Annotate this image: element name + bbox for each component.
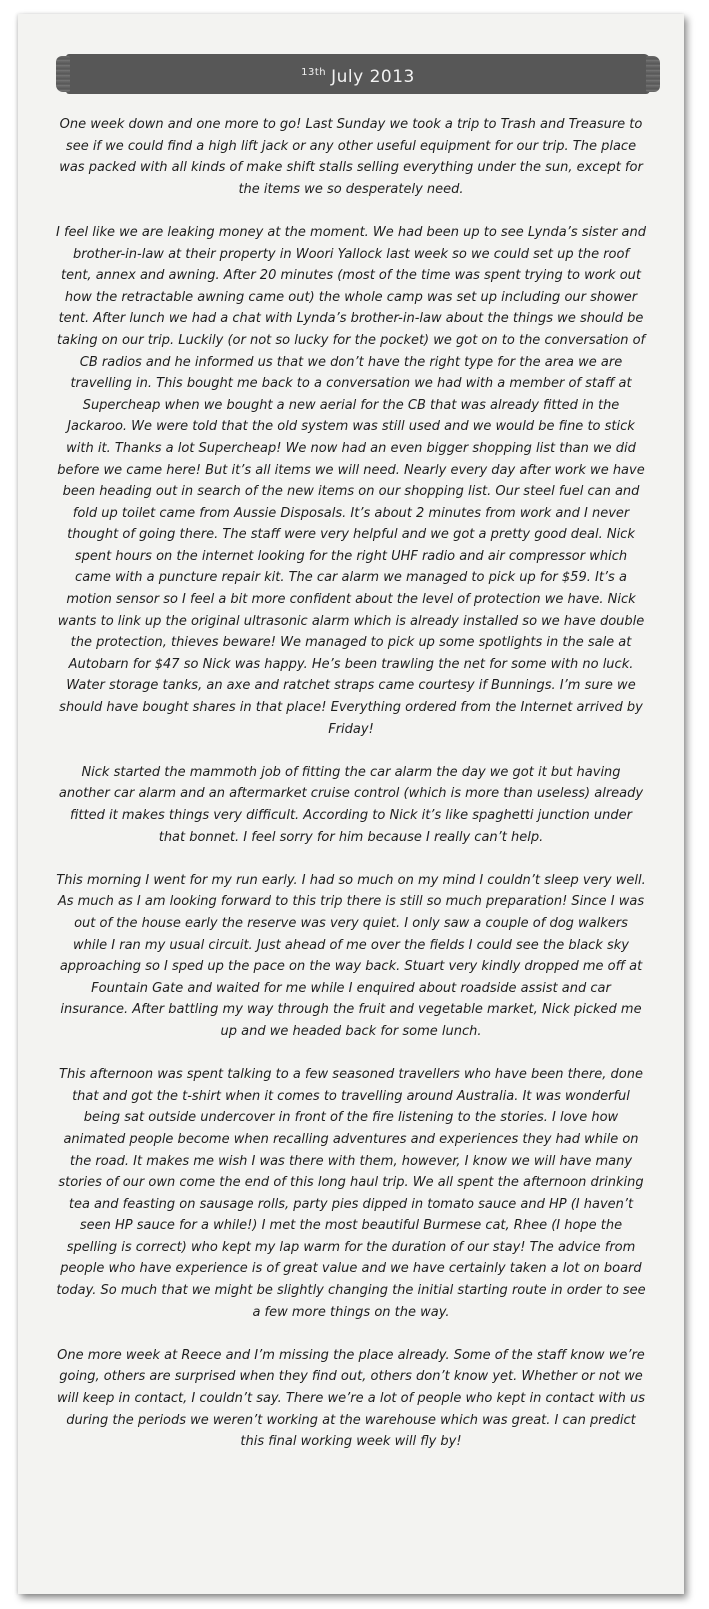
journal-body [56,114,646,1474]
journal-page [18,14,684,1594]
date-day: 13th [301,67,327,78]
paragraph-4: This morning I went for my run early. I had so much on my mind I couldn’t sleep very well. As much as I am looking forward to this trip there is still so much preparation! Since I was out of the house early the reserve was very quiet. I only saw a couple of dog walkers while I ran my usual circuit. Just ahead of me over the fields I could see the black sky approaching so I sped up the pace on the way back. Stuart very kindly dropped me off at Fountain Gate and waited for me while I enquired about roadside assist and car insurance. After battling my way through the fruit and vegetable market, Nick picked me up and we headed back for some lunch. [56,872,646,1039]
paragraph-2: I feel like we are leaking money at the moment. We had been up to see Lynda’s sister and brother-in-law at their property in Woori Yallock last week so we could set up the roof tent, annex and awning. After 20 minutes (most of the time was spent trying to work out how the retractable awning came out) the whole camp was set up including our shower tent. After lunch we had a chat with Lynda’s brother-in-law about the things we should be taking on our trip. Luckily (or not so lucky for the pocket) we got on to the conversation of CB radios and he informed us that we don’t have the right type for the area we are travelling in. This bought me back to a conversation we had with a member of staff at Supercheap when we bought a new aerial for the CB that was already fitted in the Jackaroo. We were told that the old system was still used and we would be fine to stick with it. Thanks a lot Supercheap! We now had an even bigger shopping list than we did before we came here! But it’s all items we will need. Nearly every day after work we have been heading out in search of the new items on our shopping list. Our steel fuel can and fold up toilet came from Aussie Disposals. It’s about 2 minutes from work and I never thought of going there. The staff were very helpful and we got a pretty good deal. Nick spent hours on the internet looking for the right UHF radio and air compressor which came with a puncture repair kit. The car alarm we managed to pick up for $59. It’s a motion sensor so I feel a bit more confident about the level of protection we have. Nick wants to link up the original ultrasonic alarm which is already installed so we have double the protection, thieves beware! We managed to pick up some spotlights in the sale at Autobarn for $47 so Nick was happy. He’s been trawling the net for some with no luck. Water storage tanks, an axe and ratchet straps came courtesy if Bunnings. I’m sure we should have bought shares in that place! Everything ordered from the Internet arrived by Friday! [56,224,646,737]
date-banner [66,54,650,94]
paragraph-1: One week down and one more to go! Last Sunday we took a trip to Trash and Treasure to see if we could find a high lift jack or any other useful equipment for our trip. The place was packed with all kinds of make shift stalls selling everything under the sun, except for the items we so desperately need. [59,117,643,197]
paragraph-5: This afternoon was spent talking to a few seasoned travellers who have been there, done that and got the t-shirt when it comes to travelling around Australia. It was wonderful being sat outside undercover in front of the fire listening to the stories. I love how animated people become when recalling adventures and experiences they had while on the road. It makes me wish I was there with them, however, I know we will have many stories of our own come the end of this long haul trip. We all spent the afternoon drinking tea and feasting on sausage rolls, party pies dipped in tomato sauce and HP (I haven’t seen HP sauce for a while!) I met the most beautiful Burmese cat, Rhee (I hope the spelling is correct) who kept my lap warm for the duration of our stay! The advice from people who have experience is of great value and we have certainly taken a lot on board today. So much that we might be slightly changing the initial starting route in order to see a few more things on the way. [56,1067,646,1320]
paragraph-6: One more week at Reece and I’m missing the place already. Some of the staff know we’re going, others are surprised when they find out, others don’t know yet. Whether or not we will keep in contact, I couldn’t say. There we’re a lot of people who kept in contact with us during the periods we weren’t working at the warehouse which was great. I can predict this final working week will fly by! [57,1347,645,1450]
entry-date [66,60,650,90]
paragraph-3: Nick started the mammoth job of fitting the car alarm the day we got it but having another car alarm and an aftermarket cruise control (which is more than useless) already fitted it makes things very difficult. According to Nick it’s like spaghetti junction under that bonnet. I feel sorry for him because I really can’t help. [58,764,644,845]
date-month-year: July 2013 [331,67,415,87]
